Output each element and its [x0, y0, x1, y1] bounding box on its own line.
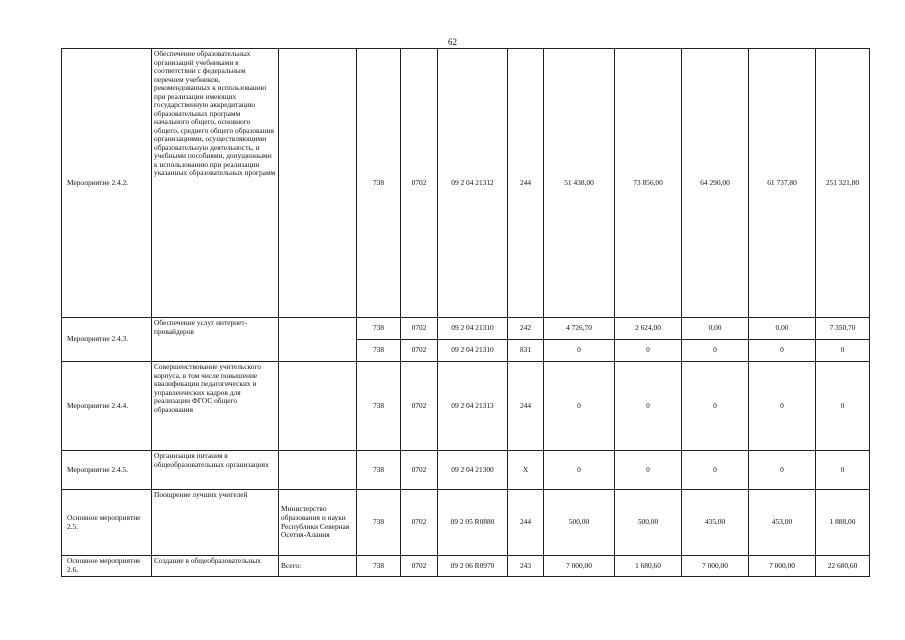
year4-cell: 61 737,80: [749, 49, 816, 318]
executor-cell: [279, 451, 357, 490]
total-cell: 0: [816, 362, 870, 451]
year2-cell: 0: [615, 451, 682, 490]
year4-cell: 0: [749, 340, 816, 362]
year3-cell: 435,00: [682, 490, 749, 556]
executor-cell: [279, 362, 357, 451]
table-row: [62, 318, 870, 340]
year1-cell: 500,00: [544, 490, 615, 556]
vr-cell: Х: [508, 451, 544, 490]
event-cell: Основное мероприятие 2.6.: [62, 556, 152, 577]
table-row: [62, 362, 870, 451]
rzpr-cell: 0702: [401, 49, 438, 318]
budget-table: [61, 48, 870, 577]
year1-cell: 0: [544, 340, 615, 362]
executor-cell: Министерство образования и науки Республики Северная Осетия-Алания: [279, 490, 357, 556]
year3-cell: 0: [682, 340, 749, 362]
executor-cell: [279, 318, 357, 362]
year1-cell: 0: [544, 451, 615, 490]
csr-cell: 09 2 04 21300: [438, 451, 508, 490]
total-cell: 22 680,60: [816, 556, 870, 577]
event-cell: Мероприятие 2.4.2.: [62, 49, 152, 318]
table-row: [62, 556, 870, 577]
year2-cell: 0: [615, 340, 682, 362]
year1-cell: 4 726,70: [544, 318, 615, 340]
vr-cell: 242: [508, 318, 544, 340]
description-cell: Совершенствование учительского корпуса, в том числе повышение квалификации педагогических и управленческих кадров для реализации ФГОС общего образования: [152, 362, 279, 451]
year2-cell: 73 856,00: [615, 49, 682, 318]
total-cell: 0: [816, 451, 870, 490]
vr-cell: 244: [508, 362, 544, 451]
rzpr-cell: 0702: [401, 340, 438, 362]
rzpr-cell: 0702: [401, 318, 438, 340]
year1-cell: 51 438,00: [544, 49, 615, 318]
description-cell: Поощрение лучших учителей: [152, 490, 279, 556]
year2-cell: 2 624,00: [615, 318, 682, 340]
grbs-cell: 738: [357, 362, 401, 451]
year3-cell: 0,00: [682, 318, 749, 340]
year4-cell: 7 000,00: [749, 556, 816, 577]
grbs-cell: 738: [357, 451, 401, 490]
csr-cell: 09 2 04 21310: [438, 318, 508, 340]
year3-cell: 64 290,00: [682, 49, 749, 318]
grbs-cell: 738: [357, 49, 401, 318]
csr-cell: 09 2 04 21313: [438, 362, 508, 451]
vr-cell: 831: [508, 340, 544, 362]
grbs-cell: 738: [357, 556, 401, 577]
event-cell: Основное мероприятие 2.5.: [62, 490, 152, 556]
table-row: [62, 49, 870, 318]
year3-cell: 0: [682, 451, 749, 490]
table-row: [62, 490, 870, 556]
total-cell: 7 350,70: [816, 318, 870, 340]
csr-cell: 09 2 06 R0970: [438, 556, 508, 577]
year4-cell: 453,00: [749, 490, 816, 556]
executor-cell: Всего:: [279, 556, 357, 577]
total-cell: 251 321,80: [816, 49, 870, 318]
rzpr-cell: 0702: [401, 556, 438, 577]
grbs-cell: 738: [357, 340, 401, 362]
event-cell: Мероприятие 2.4.3.: [62, 318, 152, 362]
description-text: Обеспечение образовательных организаций учебниками в соответствии с федеральным перечнем учебников, рекомендованных к использованию при реализации имеющих государственную аккредитацию образовательных программ начального общего, основного общего, среднего общего образования организациями, осуществляющими образовательную деятельность, и учебными пособиями, допущенными к использованию при реализации указанных образовательных программ: [154, 50, 276, 178]
page-number: 62: [448, 37, 457, 47]
year4-cell: 0,00: [749, 318, 816, 340]
rzpr-cell: 0702: [401, 490, 438, 556]
year3-cell: 0: [682, 362, 749, 451]
csr-cell: 09 2 04 21310: [438, 340, 508, 362]
csr-cell: 09 2 05 R0880: [438, 490, 508, 556]
year2-cell: 500,00: [615, 490, 682, 556]
table-row: [62, 451, 870, 490]
csr-cell: 09 2 04 21312: [438, 49, 508, 318]
total-cell: 1 888,00: [816, 490, 870, 556]
description-cell: Обеспечение услуг интернет-провайдеров: [152, 318, 279, 362]
description-cell: [152, 49, 279, 318]
description-cell: Создание в общеобразовательных: [152, 556, 279, 577]
vr-cell: 244: [508, 49, 544, 318]
vr-cell: 244: [508, 490, 544, 556]
description-cell: Организация питания в общеобразовательных организациях: [152, 451, 279, 490]
year4-cell: 0: [749, 451, 816, 490]
year2-cell: 1 680,60: [615, 556, 682, 577]
grbs-cell: 738: [357, 318, 401, 340]
year3-cell: 7 000,00: [682, 556, 749, 577]
year1-cell: 0: [544, 362, 615, 451]
rzpr-cell: 0702: [401, 362, 438, 451]
year4-cell: 0: [749, 362, 816, 451]
event-cell: Мероприятие 2.4.4.: [62, 362, 152, 451]
total-cell: 0: [816, 340, 870, 362]
executor-cell: [279, 49, 357, 318]
rzpr-cell: 0702: [401, 451, 438, 490]
year1-cell: 7 000,00: [544, 556, 615, 577]
vr-cell: 243: [508, 556, 544, 577]
event-cell: Мероприятие 2.4.5.: [62, 451, 152, 490]
year2-cell: 0: [615, 362, 682, 451]
grbs-cell: 738: [357, 490, 401, 556]
